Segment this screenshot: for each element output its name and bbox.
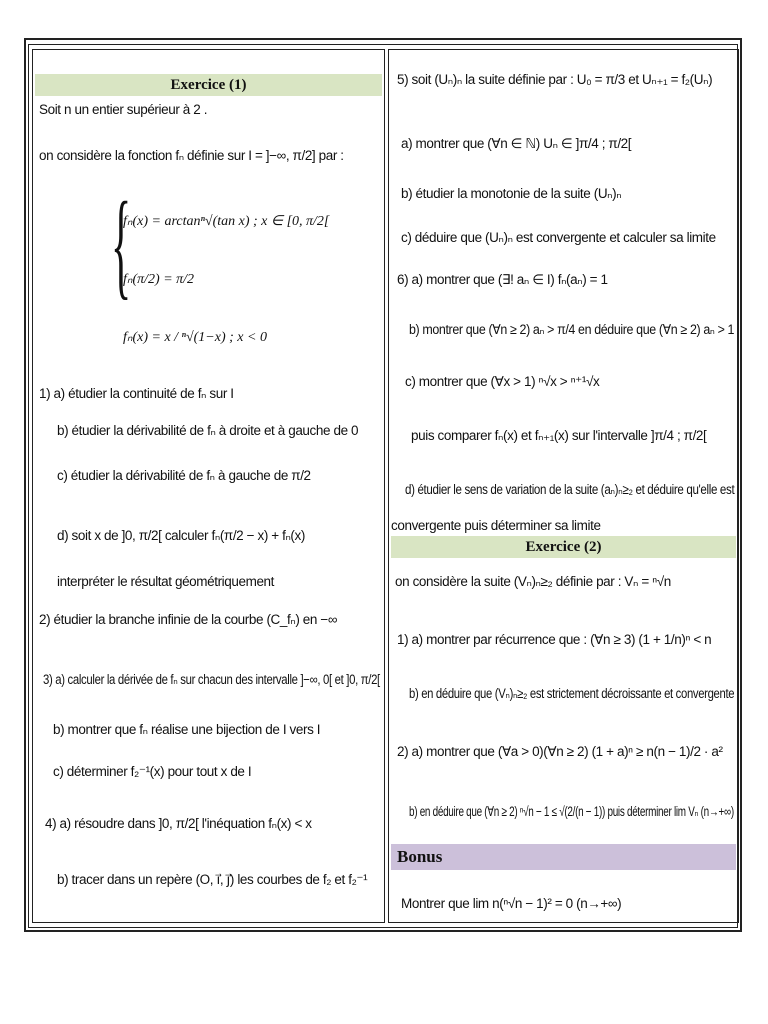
ex1-question-6b: b) montrer que (∀n ≥ 2) aₙ > π/4 en déduire que (∀n ≥ 2) aₙ > 1 (409, 322, 735, 337)
ex1-question-3c: c) déterminer f₂⁻¹(x) pour tout x de I (53, 764, 252, 779)
ex1-question-3a: 3) a) calculer la dérivée de fₙ sur chacun des intervalle ]−∞, 0[ et ]0, π/2[ (43, 672, 380, 687)
ex1-intro-line2: on considère la fonction fₙ définie sur I = ]−∞, π/2] par : (39, 148, 344, 163)
worksheet-frame (24, 38, 742, 932)
ex1-question-6a: 6) a) montrer que (∃! aₙ ∈ I) fₙ(aₙ) = 1 (397, 272, 608, 287)
ex1-question-1a: 1) a) étudier la continuité de fₙ sur I (39, 386, 234, 401)
ex1-intro-line1: Soit n un entier supérieur à 2 . (39, 102, 208, 117)
definition-brace: { (111, 177, 132, 310)
ex1-question-6c-compare: puis comparer fₙ(x) et fₙ₊₁(x) sur l'intervalle ]π/4 ; π/2[ (411, 428, 707, 443)
ex2-intro: on considère la suite (Vₙ)ₙ≥₂ définie par : Vₙ = ⁿ√n (395, 574, 671, 589)
ex1-question-5a: a) montrer que (∀n ∈ ℕ) Uₙ ∈ ]π/4 ; π/2[ (401, 136, 632, 151)
exercise-1-title: Exercice (1) (35, 74, 382, 96)
ex1-question-5: 5) soit (Uₙ)ₙ la suite définie par : U₀ = π/3 et Uₙ₊₁ = f₂(Uₙ) (397, 72, 713, 87)
ex1-definition-case-2: fₙ(π/2) = π/2 (123, 272, 195, 287)
ex2-question-1a: 1) a) montrer par récurrence que : (∀n ≥ 3) (1 + 1/n)ⁿ < n (397, 632, 712, 647)
ex2-question-1b: b) en déduire que (Vₙ)ₙ≥₂ est strictement décroissante et convergente (409, 686, 735, 701)
ex1-question-2: 2) étudier la branche infinie de la courbe (C_fₙ) en −∞ (39, 612, 338, 627)
ex1-question-5c: c) déduire que (Uₙ)ₙ est convergente et calculer sa limite (401, 230, 716, 245)
ex1-question-6c: c) montrer que (∀x > 1) ⁿ√x > ⁿ⁺¹√x (405, 374, 600, 389)
ex1-question-4b: b) tracer dans un repère (O, i⃗, j⃗) les courbes de f₂ et f₂⁻¹ (57, 872, 368, 887)
ex1-question-4a: 4) a) résoudre dans ]0, π/2[ l'inéquation fₙ(x) < x (45, 816, 312, 831)
left-column (32, 49, 385, 923)
ex1-question-1d-interpret: interpréter le résultat géométriquement (57, 574, 275, 589)
ex1-question-3b: b) montrer que fₙ réalise une bijection de I vers I (53, 722, 321, 737)
ex1-question-6d: d) étudier le sens de variation de la suite (aₙ)ₙ≥₂ et déduire qu'elle est (405, 482, 735, 497)
ex2-question-2a: 2) a) montrer que (∀a > 0)(∀n ≥ 2) (1 + a)ⁿ ≥ n(n − 1)/2 · a² (397, 744, 723, 759)
ex2-question-2b: b) en déduire que (∀n ≥ 2) ⁿ√n − 1 ≤ √(2/(n − 1)) puis déterminer lim Vₙ (n→+∞) (409, 804, 734, 819)
exercise-2-title: Exercice (2) (391, 536, 736, 558)
bonus-title: Bonus (391, 844, 736, 870)
worksheet-inner-frame (28, 44, 738, 928)
ex1-question-5b: b) étudier la monotonie de la suite (Uₙ)ₙ (401, 186, 622, 201)
ex1-question-6d-cont: convergente puis déterminer sa limite (391, 518, 601, 533)
ex1-definition-case-3: fₙ(x) = x / ⁿ√(1−x) ; x < 0 (123, 330, 267, 345)
ex1-question-1d: d) soit x de ]0, π/2[ calculer fₙ(π/2 − x) + fₙ(x) (57, 528, 305, 543)
ex1-question-1c: c) étudier la dérivabilité de fₙ à gauche de π/2 (57, 468, 311, 483)
right-column (388, 49, 739, 923)
bonus-statement: Montrer que lim n(ⁿ√n − 1)² = 0 (n→+∞) (401, 896, 622, 911)
ex1-definition-case-1: fₙ(x) = arctanⁿ√(tan x) ; x ∈ [0, π/2[ (123, 214, 330, 229)
ex1-question-1b: b) étudier la dérivabilité de fₙ à droite et à gauche de 0 (57, 423, 359, 438)
